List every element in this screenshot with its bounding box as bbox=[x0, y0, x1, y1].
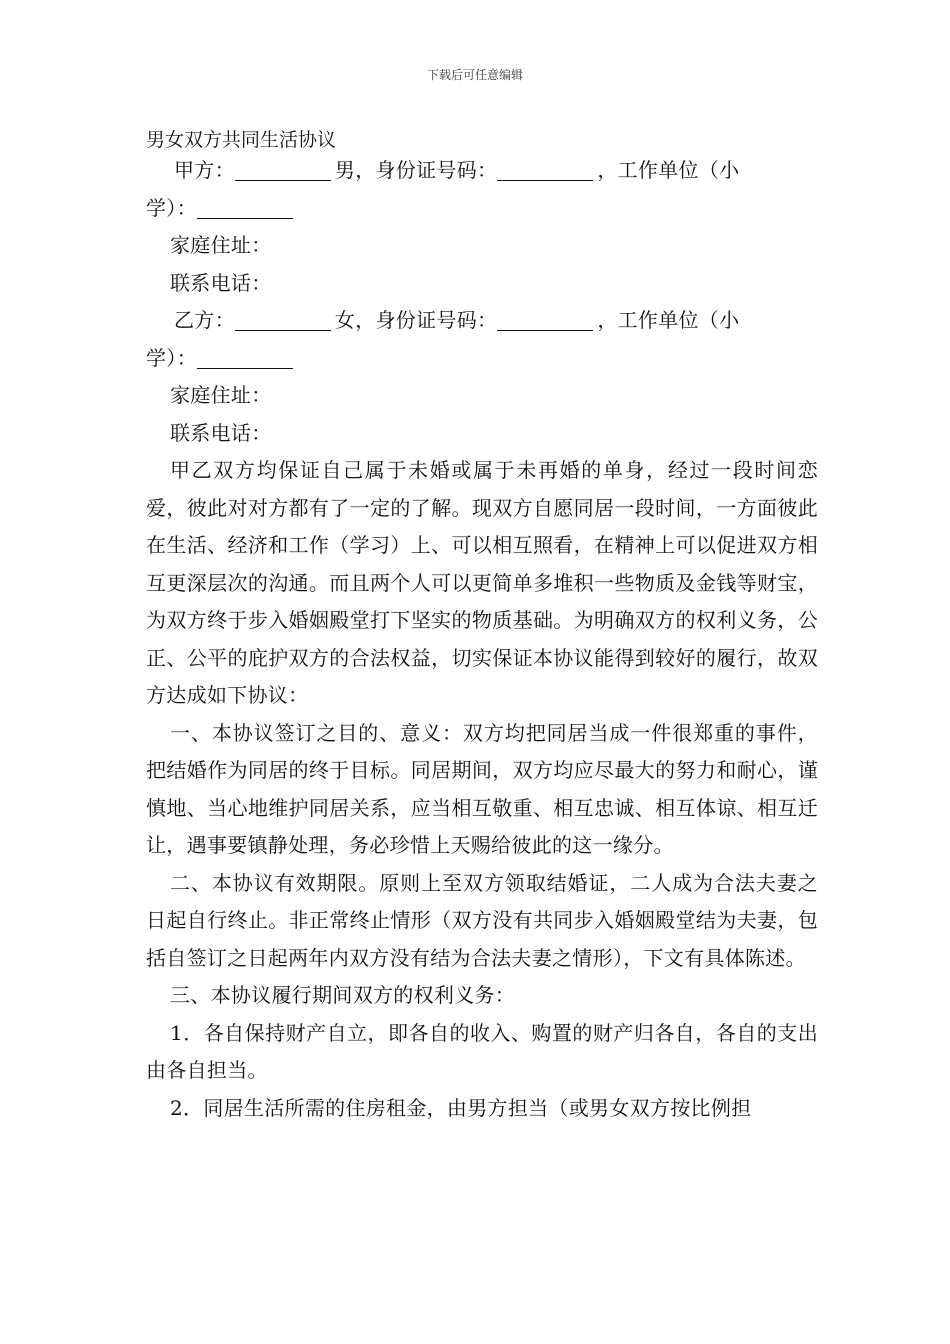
intro-paragraph: 甲乙双方均保证自己属于未婚或属于未再婚的单身，经过一段时间恋爱，彼此对对方都有了一定的了解。现双方自愿同居一段时间，一方面彼此在生活、经济和工作（学习）上、可以相互照看，在精神上可以促进双方相互更深层次的沟通。而且两个人可以更简单多堆积一些物质及金钱等财宝，为双方终于步入婚姻殿堂打下坚实的物质基础。为明确双方的权利义务，公正、公平的庇护双方的合法权益，切实保证本协议能得到较好的履行，故双方达成如下协议： bbox=[146, 458, 818, 707]
document-body bbox=[146, 152, 818, 1127]
party-a-workplace-blank bbox=[197, 198, 293, 219]
party-b-workplace-label: ，工作单位（小 bbox=[597, 308, 740, 332]
party-a-line2 bbox=[146, 190, 818, 228]
party-a-gender-id-label: 男，身份证号码： bbox=[334, 158, 498, 182]
party-b-line2 bbox=[146, 340, 818, 378]
party-a-phone: 联系电话： bbox=[170, 270, 272, 295]
item-2-paragraph: 2．同居生活所需的住房租金，由男方担当（或男女双方按比例担 bbox=[170, 1095, 752, 1120]
section-2-paragraph: 二、本协议有效期限。原则上至双方领取结婚证，二人成为合法夫妻之日起自行终止。非正常终止情形（双方没有共同步入婚姻殿堂结为夫妻，包括自签订之日起两年内双方没有结为合法夫妻之情形），下文有具体陈述。 bbox=[146, 870, 818, 970]
party-a-label: 甲方： bbox=[174, 158, 235, 182]
party-b-workplace-blank bbox=[197, 348, 293, 369]
party-a-address: 家庭住址： bbox=[170, 233, 272, 257]
party-a-id-blank bbox=[497, 160, 593, 181]
item-1-paragraph: 1．各自保持财产自立，即各自的收入、购置的财产归各自，各自的支出由各自担当。 bbox=[146, 1020, 818, 1082]
party-a-line2-label: 学）： bbox=[146, 195, 197, 220]
party-b-line bbox=[146, 302, 818, 340]
party-b-line2-label: 学）： bbox=[146, 345, 197, 370]
party-a-name-blank bbox=[235, 160, 331, 181]
party-b-label: 乙方： bbox=[174, 308, 235, 332]
section-3-heading: 三、本协议履行期间双方的权利义务： bbox=[170, 983, 516, 1007]
party-b-gender-id-label: 女，身份证号码： bbox=[334, 308, 498, 332]
party-b-id-blank bbox=[497, 310, 593, 331]
header-note: 下载后可任意编辑 bbox=[426, 68, 523, 82]
party-a-line bbox=[146, 152, 818, 190]
section-1-paragraph: 一、本协议签订之目的、意义：双方均把同居当成一件很郑重的事件，把结婚作为同居的终于目标。同居期间，双方均应尽最大的努力和耐心，谨慎地、当心地维护同居关系，应当相互敬重、相互忠诚、相互体谅、相互迁让，遇事要镇静处理，务必珍惜上天赐给彼此的这一缘分。 bbox=[146, 720, 818, 857]
party-a-workplace-label: ，工作单位（小 bbox=[597, 158, 740, 182]
document-title: 男女双方共同生活协议 bbox=[146, 129, 337, 151]
party-b-address: 家庭住址： bbox=[170, 383, 272, 407]
party-b-phone: 联系电话： bbox=[170, 420, 272, 445]
party-b-name-blank bbox=[235, 310, 331, 331]
